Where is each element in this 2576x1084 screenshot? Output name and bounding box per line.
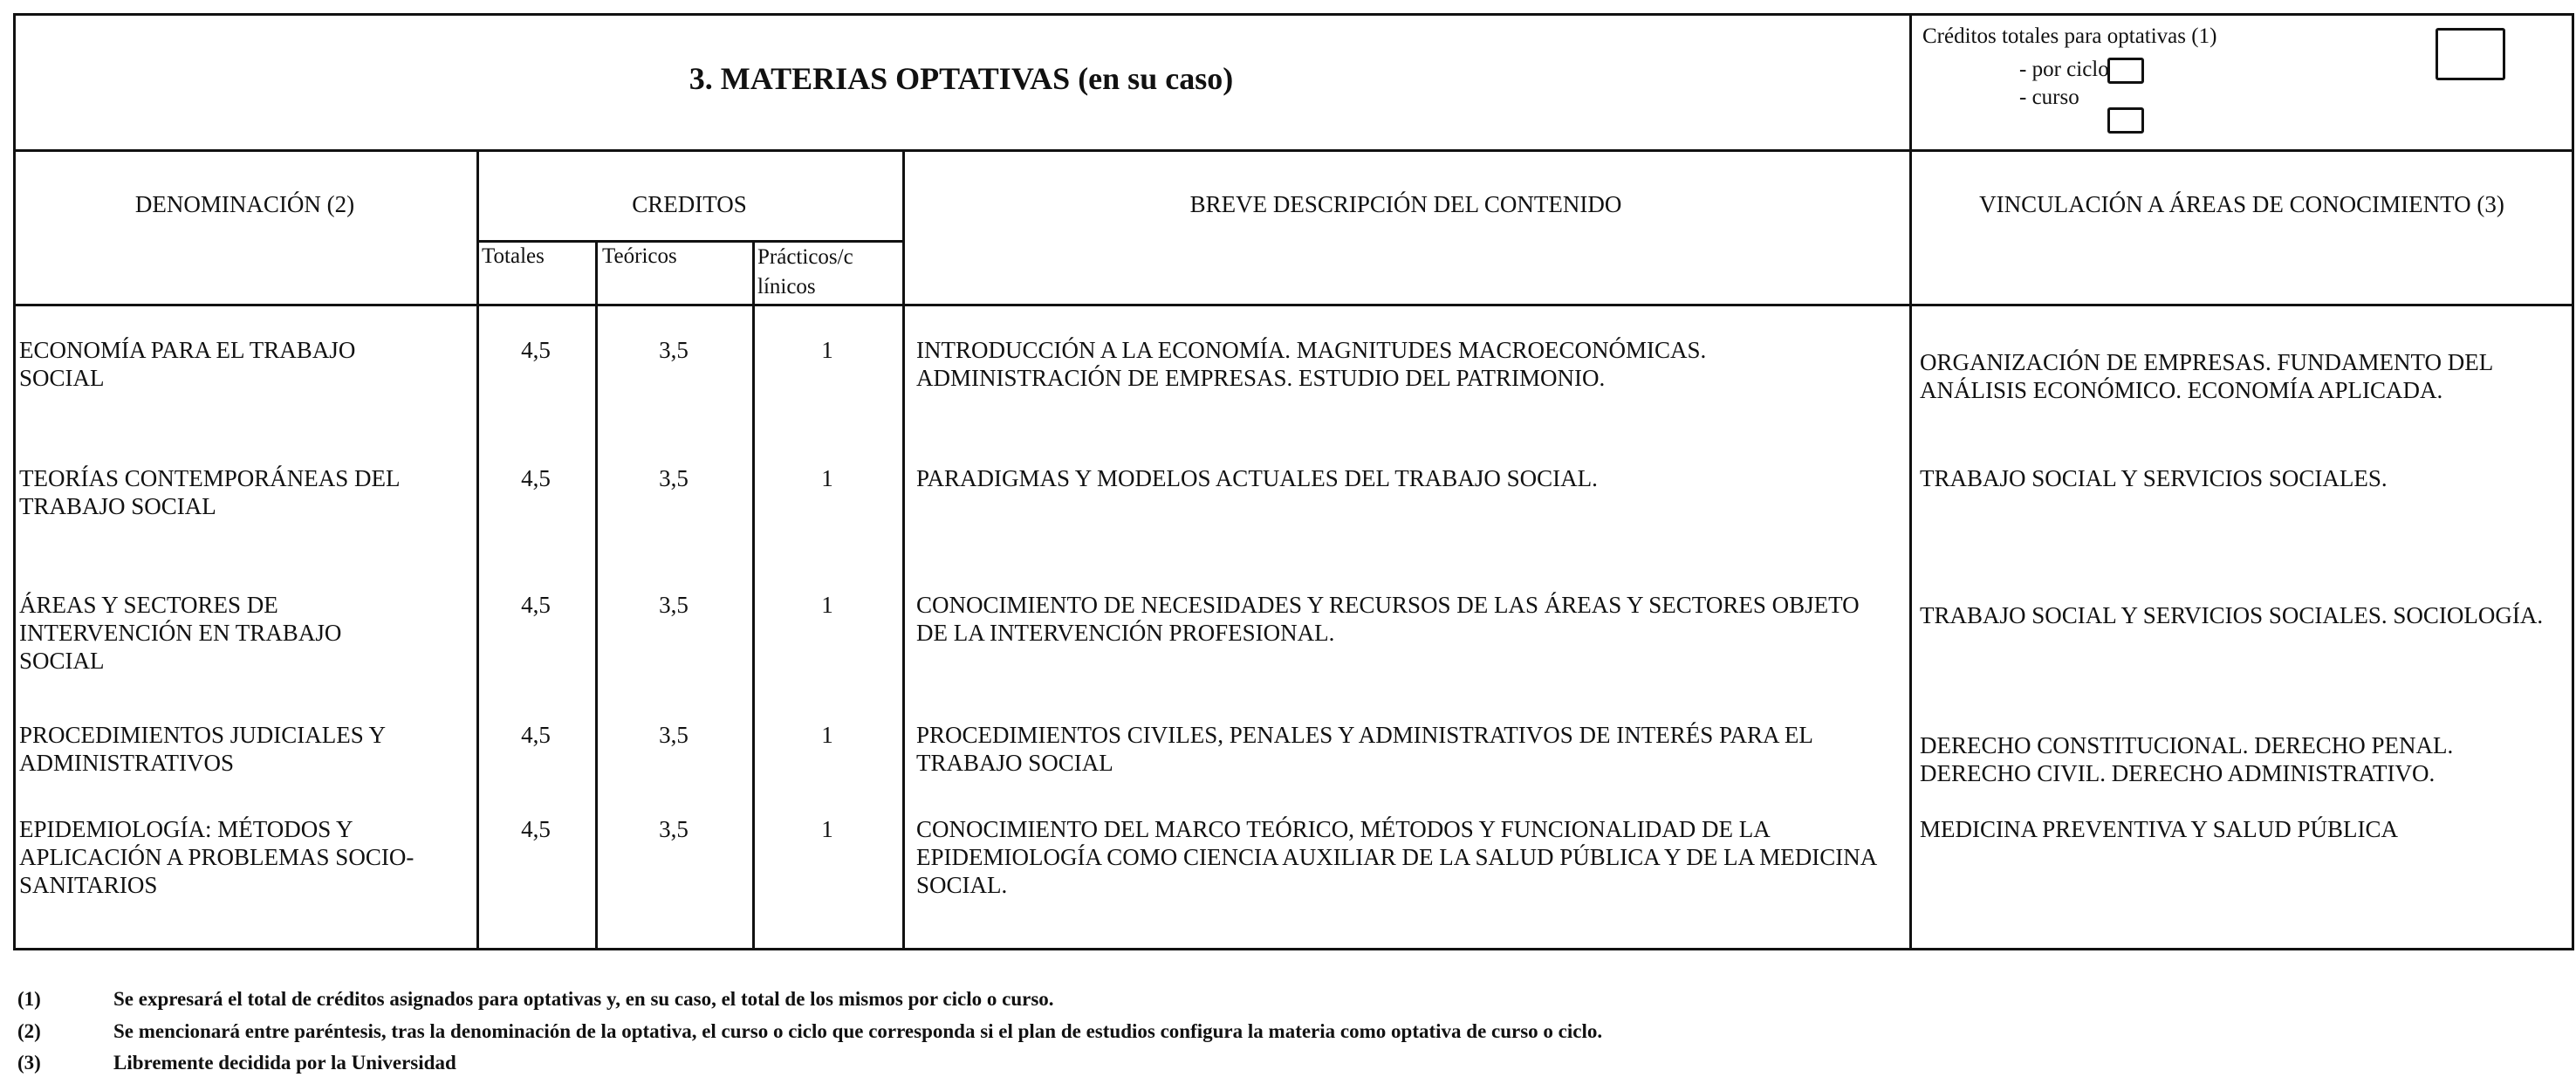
table-border-left (13, 13, 16, 950)
knowledge-areas: TRABAJO SOCIAL Y SERVICIOS SOCIALES. (1920, 465, 2388, 491)
credits-totales: 4,5 (521, 465, 551, 491)
credits-teoricos: 3,5 (659, 722, 689, 748)
header-totales: Totales (482, 244, 545, 268)
knowledge-areas: MEDICINA PREVENTIVA Y SALUD PÚBLICA (1920, 816, 2399, 842)
table-border-bottom (13, 948, 2574, 950)
credits-practicos: 1 (821, 722, 833, 748)
header-practicos: Prácticos/c línicos (757, 245, 853, 298)
subject-name: TEORÍAS CONTEMPORÁNEAS DEL TRABAJO SOCIAL (19, 465, 400, 519)
credits-total-label: Créditos totales para optativas (1) (1922, 24, 2217, 48)
subject-name: PROCEDIMIENTOS JUDICIALES Y ADMINISTRATIVOS (19, 722, 386, 776)
header-creditos: CREDITOS (632, 191, 747, 217)
footnote-mark: (3) (17, 1052, 41, 1074)
knowledge-areas: ORGANIZACIÓN DE EMPRESAS. FUNDAMENTO DEL ANÁLISIS ECONÓMICO. ECONOMÍA APLICADA. (1920, 349, 2493, 403)
credits-totales: 4,5 (521, 592, 551, 618)
footnote (17, 1020, 1603, 1043)
curso-label: - curso (2019, 86, 2079, 109)
curso-input[interactable] (2107, 107, 2144, 134)
footnote-text: Se expresará el total de créditos asignados para optativas y, en su caso, el total de los mismos por ciclo o curso. (113, 988, 1054, 1010)
credits-practicos: 1 (821, 337, 833, 363)
por-ciclo-input[interactable] (2107, 58, 2144, 84)
subject-name: EPIDEMIOLOGÍA: MÉTODOS Y APLICACIÓN A PROBLEMAS SOCIO-SANITARIOS (19, 816, 414, 898)
credits-totales: 4,5 (521, 722, 551, 748)
header-descripcion: BREVE DESCRIPCIÓN DEL CONTENIDO (1189, 191, 1622, 217)
por-ciclo-label: - por ciclo (2019, 58, 2109, 81)
credits-teoricos: 3,5 (659, 816, 689, 842)
knowledge-areas: TRABAJO SOCIAL Y SERVICIOS SOCIALES. SOCIOLOGÍA. (1920, 602, 2544, 628)
header-divider (13, 149, 2574, 152)
col-divider (1909, 13, 1912, 950)
credits-practicos: 1 (821, 592, 833, 618)
credits-teoricos: 3,5 (659, 592, 689, 618)
credits-summary-box (1912, 16, 2572, 149)
credits-teoricos: 3,5 (659, 337, 689, 363)
section-title: 3. MATERIAS OPTATIVAS (en su caso) (689, 61, 1234, 96)
credits-practicos: 1 (821, 816, 833, 842)
knowledge-areas: DERECHO CONSTITUCIONAL. DERECHO PENAL. DERECHO CIVIL. DERECHO ADMINISTRATIVO. (1920, 732, 2454, 786)
footnote-text: Libremente decidida por la Universidad (113, 1052, 456, 1074)
credits-totales: 4,5 (521, 816, 551, 842)
subject-name: ÁREAS Y SECTORES DE INTERVENCIÓN EN TRABAJO SOCIAL (19, 592, 342, 674)
footnote-mark: (2) (17, 1020, 41, 1042)
footnote (17, 988, 1054, 1011)
header-vinculacion: VINCULACIÓN A ÁREAS DE CONOCIMIENTO (3) (1979, 191, 2504, 217)
table-border-right (2572, 13, 2574, 950)
subject-description: INTRODUCCIÓN A LA ECONOMÍA. MAGNITUDES MACROECONÓMICAS. ADMINISTRACIÓN DE EMPRESAS. ESTUDIO DEL PATRIMONIO. (916, 337, 1707, 391)
credits-teoricos: 3,5 (659, 465, 689, 491)
subheader-divider (13, 304, 2574, 306)
total-credits-input[interactable] (2436, 28, 2505, 80)
footnote-text: Se mencionará entre paréntesis, tras la denominación de la optativa, el curso o ciclo que corresponda si el plan de estudios configura la materia como optativa de curso o ciclo. (113, 1020, 1603, 1042)
subject-name: ECONOMÍA PARA EL TRABAJO SOCIAL (19, 337, 356, 391)
subject-description: CONOCIMIENTO DEL MARCO TEÓRICO, MÉTODOS Y FUNCIONALIDAD DE LA EPIDEMIOLOGÍA COMO CIENCIA AUXILIAR DE LA SALUD PÚBLICA Y DE LA MEDICINA SOCIAL. (916, 816, 1876, 898)
footnote-mark: (1) (17, 988, 41, 1010)
header-teoricos: Teóricos (602, 244, 677, 268)
credits-practicos: 1 (821, 465, 833, 491)
subject-description: CONOCIMIENTO DE NECESIDADES Y RECURSOS DE LAS ÁREAS Y SECTORES OBJETO DE LA INTERVENCIÓN PROFESIONAL. (916, 592, 1860, 646)
header-denominacion: DENOMINACIÓN (2) (134, 191, 355, 217)
subject-description: PROCEDIMIENTOS CIVILES, PENALES Y ADMINISTRATIVOS DE INTERÉS PARA EL TRABAJO SOCIAL (916, 722, 1812, 776)
subject-description: PARADIGMAS Y MODELOS ACTUALES DEL TRABAJO SOCIAL. (916, 465, 1598, 491)
footnote (17, 1052, 456, 1074)
credits-totales: 4,5 (521, 337, 551, 363)
col-divider (902, 149, 905, 950)
